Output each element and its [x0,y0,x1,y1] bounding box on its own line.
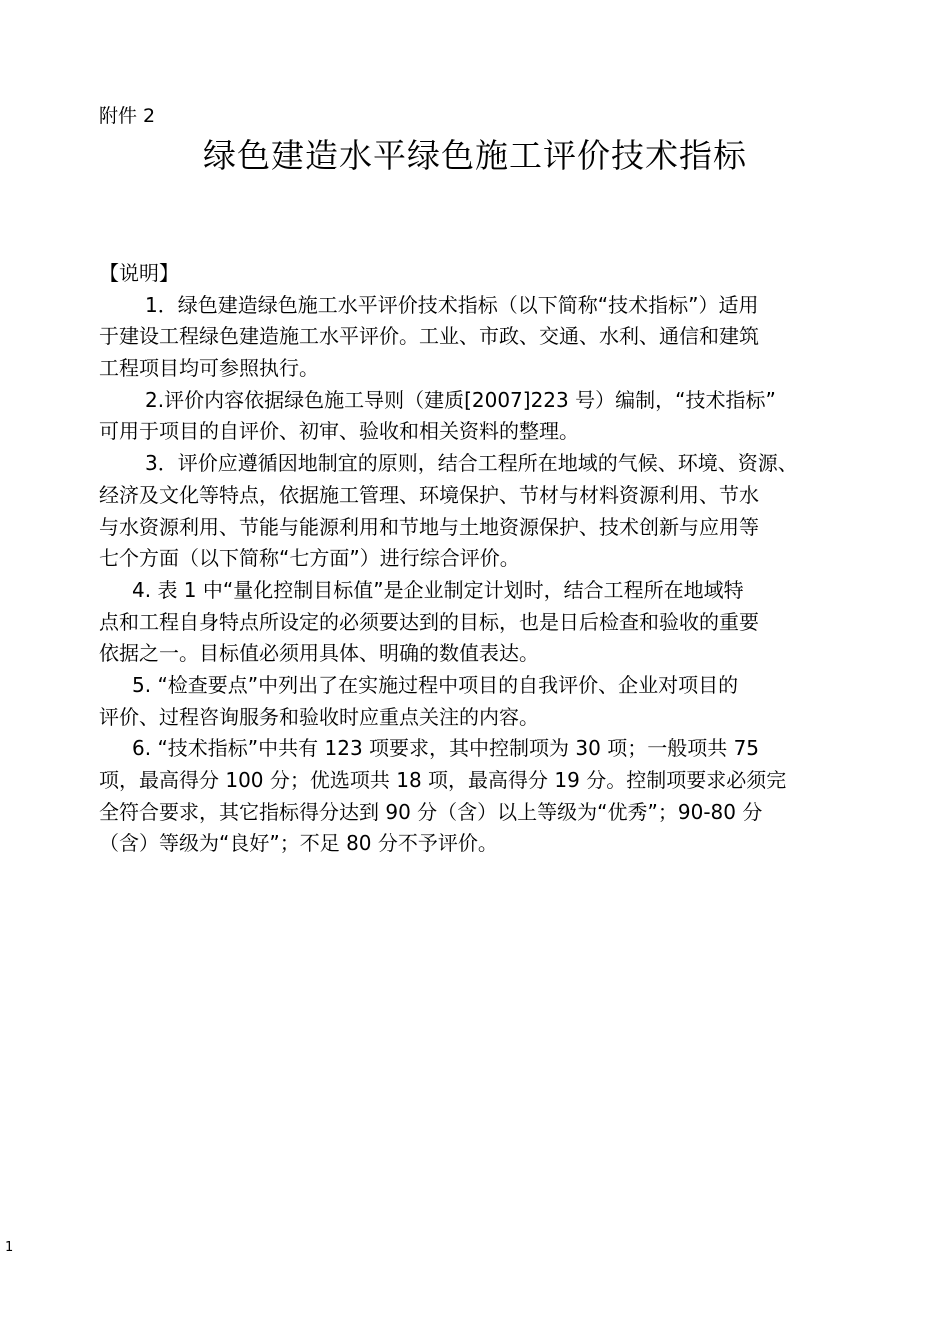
paragraph-line: 6. “技术指标”中共有 123 项要求，其中控制项为 30 项；一般项共 75 [132,736,760,761]
page-number: 1 [5,1240,14,1255]
paragraph-line: （含）等级为“良好”；不足 80 分不予评价。 [99,831,498,856]
paragraph-line: 可用于项目的自评价、初审、验收和相关资料的整理。 [99,419,579,444]
attachment-label: 附件 2 [99,105,156,127]
paragraph-line: 4. 表 1 中“量化控制目标值”是企业制定计划时，结合工程所在地域特 [132,577,744,602]
paragraph-line: 项，最高得分 100 分；优选项共 18 项，最高得分 19 分。控制项要求必须完 [99,768,787,792]
paragraph-line: 七个方面（以下简称“七方面”）进行综合评价。 [99,546,520,571]
document-body [99,258,879,860]
paragraph-line: 3．评价应遵循因地制宜的原则，结合工程所在地域的气候、环境、资源、 [145,451,798,476]
section-heading: 【说明】 [99,261,179,285]
paragraph-line: 与水资源利用、节能与能源利用和节地与土地资源保护、技术创新与应用等 [99,514,759,539]
paragraph-line: 于建设工程绿色建造施工水平评价。工业、市政、交通、水利、通信和建筑 [99,324,759,349]
paragraph-line: 5. “检查要点”中列出了在实施过程中项目的自我评价、企业对项目的 [132,672,739,697]
paragraph-line: 1．绿色建造绿色施工水平评价技术指标（以下简称“技术指标”）适用 [145,292,759,317]
paragraph-line: 工程项目均可参照执行。 [99,356,319,381]
paragraph-line: 评价、过程咨询服务和验收时应重点关注的内容。 [99,704,539,729]
paragraph-line: 全符合要求，其它指标得分达到 90 分（含）以上等级为“优秀”；90-80 分 [99,799,763,824]
paragraph-line: 点和工程自身特点所设定的必须要达到的目标，也是日后检查和验收的重要 [99,609,759,634]
paragraph-line: 经济及文化等特点，依据施工管理、环境保护、节材与材料资源利用、节水 [99,482,759,507]
paragraph-line: 依据之一。目标值必须用具体、明确的数值表达。 [99,641,539,666]
document-title: 绿色建造水平绿色施工评价技术指标 [203,136,747,175]
paragraph-line: 2.评价内容依据绿色施工导则（建质[2007]223 号）编制，“技术指标” [145,387,776,412]
